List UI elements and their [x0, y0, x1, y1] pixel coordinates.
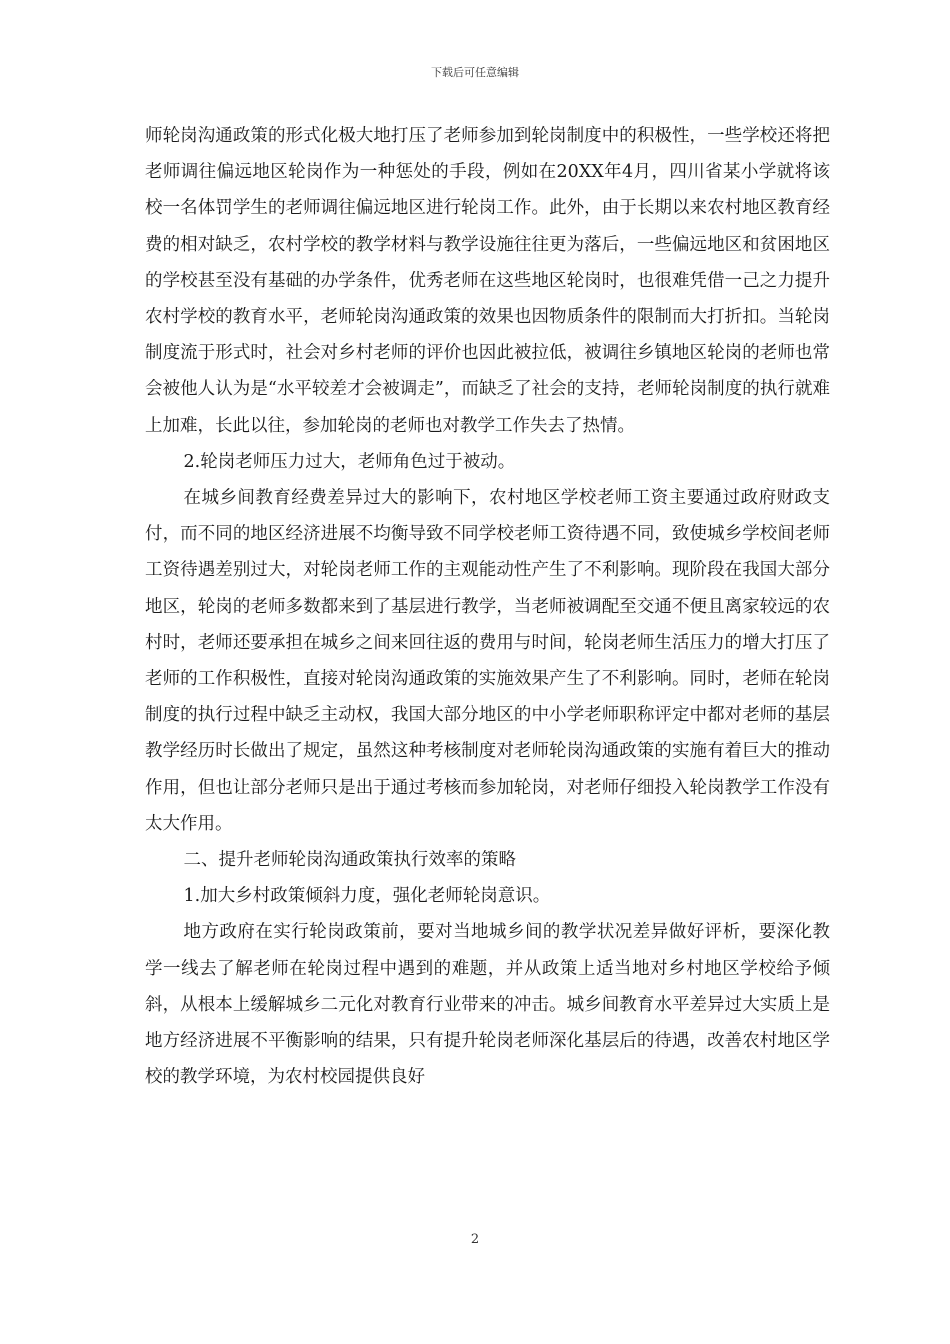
paragraph-5-subheading: 1.加大乡村政策倾斜力度，强化老师轮岗意识。 — [183, 886, 551, 907]
paragraph-2-subheading: 2.轮岗老师压力过大，老师角色过于被动。 — [183, 451, 516, 472]
paragraph-1: 师轮岗沟通政策的形式化极大地打压了老师参加到轮岗制度中的积极性，一些学校还将把老师调往偏远地区轮岗作为一种惩处的手段，例如在20XX年4月，四川省某小学就将该校一名体罚学生的老师调往偏远地区进行轮岗工作。此外，由于长期以来农村地区教育经费的相对缺乏，农村学校的教学材料与教学设施往往更为落后，一些偏远地区和贫困地区的学校甚至没有基础的办学条件，优秀老师在这些地区轮岗时，也很难凭借一己之力提升农村学校的教育水平，老师轮岗沟通政策的效果也因物质条件的限制而大打折扣。当轮岗制度流于形式时，社会对乡村老师的评价也因此被拉低，被调往乡镇地区轮岗的老师也常会被他人认为是“水平较差才会被调走”，而缺乏了社会的支持，老师轮岗制度的执行就难上加难，长此以往，参加轮岗的老师也对教学工作失去了热情。 — [145, 126, 830, 436]
document-body — [145, 118, 830, 1095]
paragraph-6: 地方政府在实行轮岗政策前，要对当地城乡间的教学状况差异做好评析，要深化教学一线去了解老师在轮岗过程中遇到的难题，并从政策上适当地对乡村地区学校给予倾斜，从根本上缓解城乡二元化对教育行业带来的冲击。城乡间教育水平差异过大实质上是地方经济进展不平衡影响的结果，只有提升轮岗老师深化基层后的待遇，改善农村地区学校的教学环境，为农村校园提供良好 — [145, 922, 830, 1088]
paragraph-3: 在城乡间教育经费差异过大的影响下，农村地区学校老师工资主要通过政府财政支付，而不同的地区经济进展不均衡导致不同学校老师工资待遇不同，致使城乡学校间老师工资待遇差别过大，对轮岗老师工作的主观能动性产生了不利影响。现阶段在我国大部分地区，轮岗的老师多数都来到了基层进行教学，当老师被调配至交通不便且离家较远的农村时，老师还要承担在城乡之间来回往返的费用与时间，轮岗老师生活压力的增大打压了老师的工作积极性，直接对轮岗沟通政策的实施效果产生了不利影响。同时，老师在轮岗制度的执行过程中缺乏主动权，我国大部分地区的中小学老师职称评定中都对老师的基层教学经历时长做出了规定，虽然这种考核制度对老师轮岗沟通政策的实施有着巨大的推动作用，但也让部分老师只是出于通过考核而参加轮岗，对老师仔细投入轮岗教学工作没有太大作用。 — [145, 488, 830, 834]
section-heading: 二、提升老师轮岗沟通政策执行效率的策略 — [183, 850, 516, 871]
page-header: 下载后可任意编辑 — [431, 66, 519, 79]
page-number: 2 — [470, 1232, 480, 1247]
